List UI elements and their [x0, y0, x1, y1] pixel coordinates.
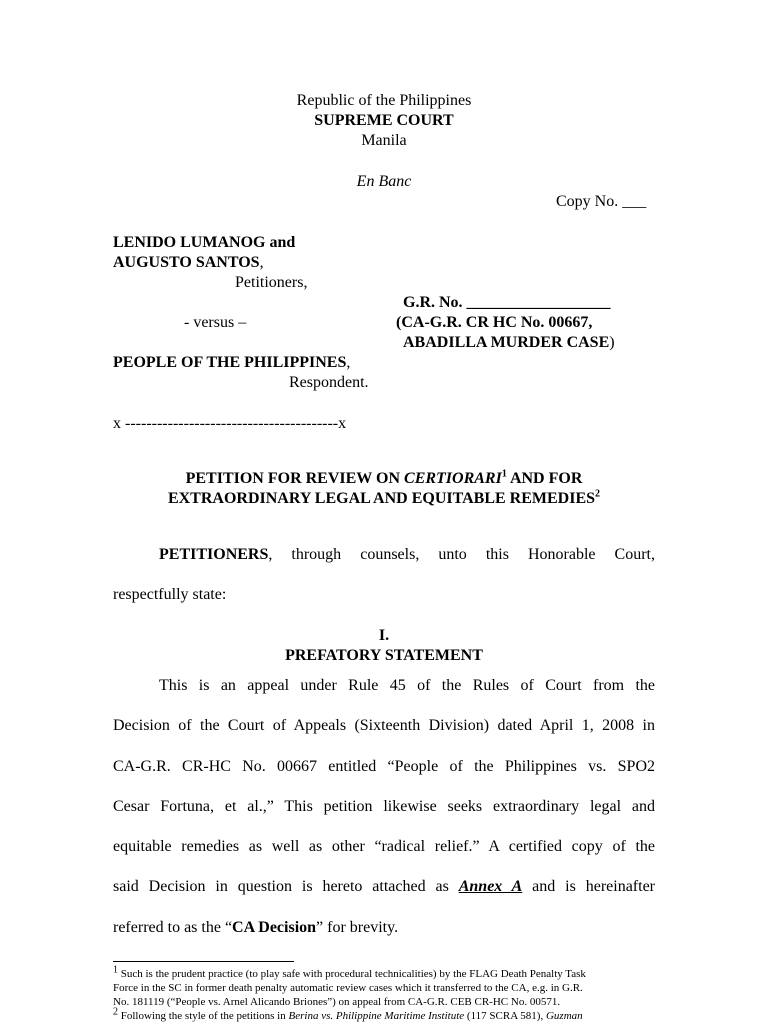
- ca-case-name-bold: ABADILLA MURDER CASE: [403, 334, 610, 351]
- body-line-1: This is an appeal under Rule 45 of the Rules of Court from the: [159, 677, 655, 694]
- footnote-1-text-1: Such is the prudent practice (to play safe with procedural technicalities) by the FLAG Death Penalty Task: [118, 968, 586, 980]
- copy-number: Copy No. ___: [556, 193, 647, 210]
- petitioner-name-2-tail: ,: [259, 254, 264, 271]
- ca-case-number: (CA-G.R. CR HC No. 00667,: [396, 314, 593, 331]
- footnote-2-case-2: Guzman: [545, 1010, 583, 1022]
- body-line6-pre: said Decision in question is hereto attached as: [113, 878, 459, 895]
- city-heading: Manila: [361, 132, 407, 149]
- footnote-1-line-1: [113, 964, 655, 981]
- body-line-7: [113, 918, 655, 938]
- title-line1-pre: PETITION FOR REVIEW ON: [185, 470, 405, 487]
- section-heading: PREFATORY STATEMENT: [285, 647, 483, 664]
- title-certiorari: CERTIORARI: [404, 470, 502, 487]
- footnote-1-line-3: No. 181119 (“People vs. Arnel Alicando Briones”) on appeal from CA-G.R. CEB CR-HC No. 00571.: [113, 996, 561, 1008]
- court-heading: SUPREME COURT: [314, 112, 454, 129]
- petitioners-label: Petitioners,: [235, 274, 308, 291]
- body-line-3: CA-G.R. CR-HC No. 00667 entitled “People of the Philippines vs. SPO2: [113, 758, 655, 775]
- gr-number: G.R. No. __________________: [403, 294, 611, 311]
- respondent-name-bold: PEOPLE OF THE PHILIPPINES: [113, 354, 347, 371]
- intro-petitioners: PETITIONERS: [159, 546, 269, 563]
- footnote-2-mid: (117 SCRA 581),: [464, 1010, 546, 1022]
- intro-line-1: [159, 545, 655, 565]
- body-line-2: Decision of the Court of Appeals (Sixteenth Division) dated April 1, 2008 in: [113, 717, 655, 734]
- body-line-4: Cesar Fortuna, et al.,” This petition likewise seeks extraordinary legal and: [113, 798, 655, 815]
- body-line7-post: ” for brevity.: [316, 919, 399, 936]
- petition-title-line-2: [0, 489, 768, 509]
- intro-line-2: respectfully state:: [113, 586, 227, 603]
- petition-title-line-1: [0, 469, 768, 489]
- body-line6-post: and is hereinafter: [522, 878, 655, 895]
- versus-label: - versus –: [184, 314, 247, 331]
- body-line7-pre: referred to as the “: [113, 919, 233, 936]
- footnote-2-line-1: [113, 1006, 655, 1023]
- section-number: I.: [378, 627, 390, 644]
- annex-a-reference: Annex A: [458, 878, 523, 895]
- footnote-1-line-2: Force in the SC in former death penalty automatic review cases which it transferred to the CA, e.g. in G.R.: [113, 982, 583, 994]
- republic-heading: Republic of the Philippines: [296, 92, 472, 109]
- footnote-2-case: Berina vs. Philippine Maritime Institute: [288, 1010, 465, 1022]
- petitioner-name-2-bold: AUGUSTO SANTOS: [113, 254, 260, 271]
- title-line1-post: AND FOR: [506, 470, 583, 487]
- respondent-name: [113, 353, 350, 373]
- intro-line1-tail: , through counsels, unto this Honorable Court,: [268, 546, 655, 563]
- ca-case-name: [403, 333, 615, 353]
- ca-case-name-tail: ): [609, 334, 615, 351]
- body-line-6: [113, 877, 655, 897]
- ca-decision-term: CA Decision: [232, 919, 317, 936]
- respondent-label: Respondent.: [289, 374, 369, 391]
- caption-separator: x ----------------------------------------x: [113, 415, 347, 432]
- petitioner-name-1: LENIDO LUMANOG and: [113, 234, 296, 251]
- footnote-2-number: 2: [113, 1006, 118, 1018]
- respondent-name-tail: ,: [346, 354, 351, 371]
- footnote-ref-1: 1: [501, 468, 507, 480]
- footnote-1-number: 1: [113, 964, 118, 976]
- title-line2-text: EXTRAORDINARY LEGAL AND EQUITABLE REMEDIES: [167, 490, 596, 507]
- petitioner-name-2: [113, 253, 264, 273]
- body-line-5: equitable remedies as well as other “radical relief.” A certified copy of the: [113, 838, 655, 855]
- footnote-2-pre: Following the style of the petitions in: [118, 1010, 289, 1022]
- division-heading: En Banc: [356, 173, 412, 190]
- footnote-separator: [113, 961, 294, 962]
- footnote-ref-2: 2: [595, 488, 601, 500]
